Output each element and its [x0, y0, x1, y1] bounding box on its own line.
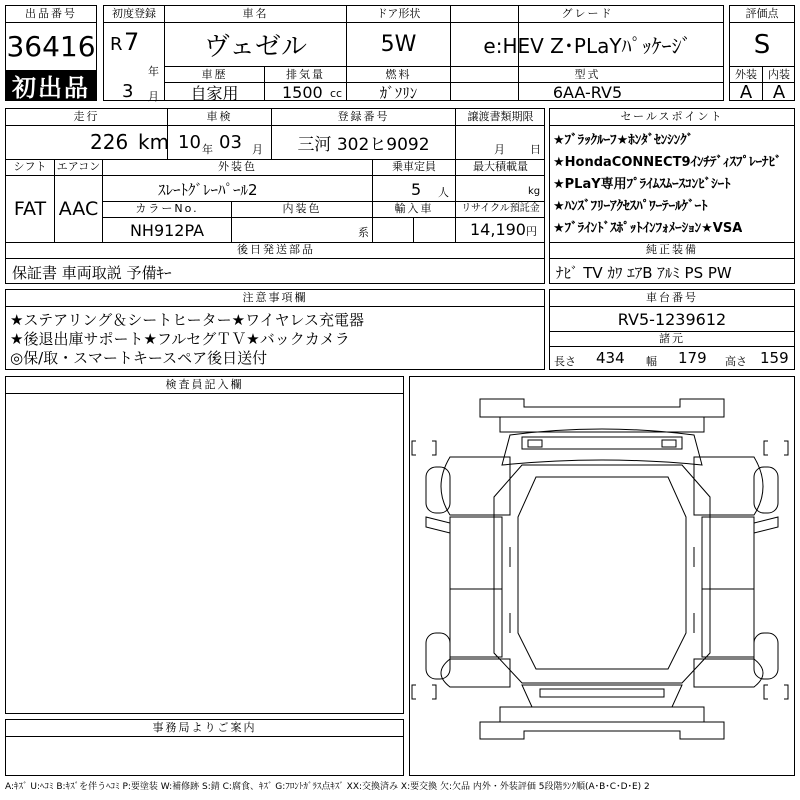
legend-text: A:ｷｽﾞ U:ﾍｺﾐ B:ｷｽﾞを伴うﾍｺﾐ P:要塗装 W:補修跡 S:錆 C:腐食、ｷｽﾞ G:ﾌﾛﾝﾄｶﾞﾗｽ点ｷｽﾞ XX:交換済み X:要交換 欠:欠品 内外・外装評価 5段階ﾗﾝｸ順(A･B･C･D･E) 2 — [5, 782, 650, 792]
door-label: ドア形状 — [376, 7, 421, 20]
lot-label: 出品番号 — [6, 6, 96, 23]
door-value: 5W — [380, 32, 417, 57]
later-parts-label: 後日発送部品 — [237, 243, 315, 256]
notes-line: ★ステアリング＆シートヒーター★ワイヤレス充電器 — [10, 311, 365, 329]
spec-width-value: 179 — [678, 349, 707, 367]
int-color-unit: 系 — [358, 226, 369, 239]
car-damage-diagram — [410, 377, 794, 775]
spec-length-value: 434 — [596, 349, 625, 367]
lot-box — [5, 5, 97, 101]
grade-label: グレード — [561, 7, 614, 20]
equipment-label: 純正装備 — [646, 243, 698, 256]
sales-point-item: ★ﾌﾞﾗｯｸﾙｰﾌ★ﾎﾝﾀﾞｾﾝｼﾝｸﾞ — [553, 133, 694, 148]
chassis-value: RV5-1239612 — [617, 309, 727, 329]
int-color-label: 内装色 — [282, 202, 322, 215]
spec-height-label: 高さ — [725, 355, 747, 368]
car-name-label: 車名 — [242, 7, 269, 20]
reg-number-label: 登録番号 — [337, 110, 390, 123]
sales-points-box — [549, 108, 795, 284]
notes-box — [5, 289, 545, 370]
grade-value: e:HEV Z･PLaYﾊﾟｯｹｰｼﾞ — [483, 34, 692, 58]
transfer-day-unit: 日 — [530, 143, 541, 156]
equipment-value: ﾅﾋﾞ TV ｶﾜ ｴｱB ｱﾙﾐ PS PW — [556, 264, 732, 282]
car-name-value: ヴェゼル — [204, 32, 307, 62]
sales-point-item: ★ﾌﾞﾗｲﾝﾄﾞｽﾎﾟｯﾄｲﾝﾌｫﾒｰｼｮﾝ★VSA — [553, 221, 743, 236]
model-label: 型式 — [574, 68, 601, 81]
inspector-label: 検査員記入欄 — [6, 377, 403, 394]
inspection-month-unit: 月 — [252, 143, 263, 156]
chassis-label: 車台番号 — [550, 290, 794, 307]
mileage-label: 走行 — [73, 110, 100, 123]
detail-grid — [5, 108, 545, 284]
first-reg-era: R — [110, 34, 123, 55]
exterior-grade-value: A — [739, 83, 753, 101]
fuel-value: ｶﾞｿﾘﾝ — [379, 83, 418, 101]
shift-label: シフト — [13, 160, 47, 173]
ext-color-value: ｽﾚｰﾄｸﾞﾚｰﾊﾟｰﾙ2 — [158, 181, 258, 199]
import-label: 輸入車 — [394, 202, 434, 215]
exterior-grade-label: 外装 — [735, 68, 757, 81]
inspection-label: 車検 — [206, 110, 233, 123]
notes-label: 注意事項欄 — [6, 290, 544, 307]
spec-length-label: 長さ — [554, 355, 576, 368]
notes-line: ◎保/取・スマートキースペア後日送付 — [10, 349, 268, 367]
history-label: 車歴 — [201, 68, 228, 81]
score-label: 評価点 — [730, 6, 794, 23]
recycle-unit: 円 — [526, 225, 537, 238]
first-reg-month-unit: 月 — [148, 90, 159, 103]
recycle-value: 14,190 — [470, 220, 526, 239]
displacement-unit: cc — [330, 87, 343, 100]
first-reg-year-unit: 年 — [148, 65, 159, 78]
model-value: 6AA-RV5 — [552, 83, 623, 101]
sales-points-label: セールスポイント — [550, 109, 794, 126]
spec-height-value: 159 — [760, 349, 789, 367]
transfer-month-unit: 月 — [494, 143, 505, 156]
first-reg-year: 7 — [124, 28, 140, 56]
fuel-label: 燃料 — [385, 68, 412, 81]
shift-value: FAT — [13, 198, 47, 220]
transfer-deadline-label: 譲渡書類期限 — [467, 110, 534, 123]
capacity-value: 5 — [411, 180, 422, 199]
first-listing-badge: 初出品 — [6, 70, 96, 101]
interior-grade-label: 内装 — [768, 68, 790, 81]
inspection-year-unit: 年 — [202, 143, 213, 156]
lot-number: 36416 — [6, 29, 96, 63]
displacement-value: 1500 — [282, 83, 323, 102]
first-reg-label: 初度登録 — [112, 7, 156, 20]
specs-label: 諸元 — [659, 332, 685, 345]
inspector-box — [5, 376, 404, 714]
car-diagram-box — [409, 376, 795, 776]
color-no-label: カラーNo. — [135, 202, 199, 215]
inspection-month: 03 — [219, 132, 242, 153]
spec-width-label: 幅 — [646, 355, 657, 368]
reg-number-value: 三河 302ヒ9092 — [297, 135, 430, 155]
displacement-label: 排気量 — [286, 68, 325, 81]
first-reg-month: 3 — [122, 81, 134, 102]
mileage-value: 226 — [90, 130, 129, 154]
later-parts-value: 保証書 車両取説 予備ｷｰ — [12, 264, 172, 282]
sales-point-item: ★PLaY専用ﾌﾟﾗｲﾑｽﾑｰｽｺﾝﾋﾞｼｰﾄ — [553, 177, 731, 192]
sales-point-item: ★ﾊﾝｽﾞﾌﾘｰｱｸｾｽﾊﾟﾜｰﾃｰﾙｹﾞｰﾄ — [553, 199, 708, 214]
mileage-unit: km — [138, 130, 170, 154]
interior-grade-value: A — [772, 83, 786, 101]
history-value: 自家用 — [190, 83, 239, 101]
score-value: S — [753, 29, 771, 60]
ext-color-label: 外装色 — [218, 160, 257, 173]
max-load-label: 最大積載量 — [473, 160, 528, 173]
notes-line: ★後退出庫サポート★フルセグＴＶ★バックカメラ — [10, 330, 350, 348]
color-no-value: NH912PA — [129, 220, 205, 240]
aircon-label: エアコン — [56, 160, 101, 173]
chassis-box — [549, 289, 795, 370]
vehicle-info-box — [103, 5, 724, 101]
capacity-unit: 人 — [438, 186, 449, 199]
office-label: 事務局よりご案内 — [6, 720, 403, 737]
office-box — [5, 719, 404, 776]
max-load-unit: kg — [528, 186, 541, 197]
capacity-label: 乗車定員 — [392, 160, 436, 173]
sales-point-item: ★HondaCONNECT9ｲﾝﾁﾃﾞｨｽﾌﾟﾚｰﾅﾋﾞ — [553, 155, 782, 170]
inspection-year: 10 — [178, 132, 201, 153]
recycle-label: リサイクル預託金 — [461, 203, 540, 214]
aircon-value: AAC — [58, 198, 99, 220]
score-box — [729, 5, 795, 101]
